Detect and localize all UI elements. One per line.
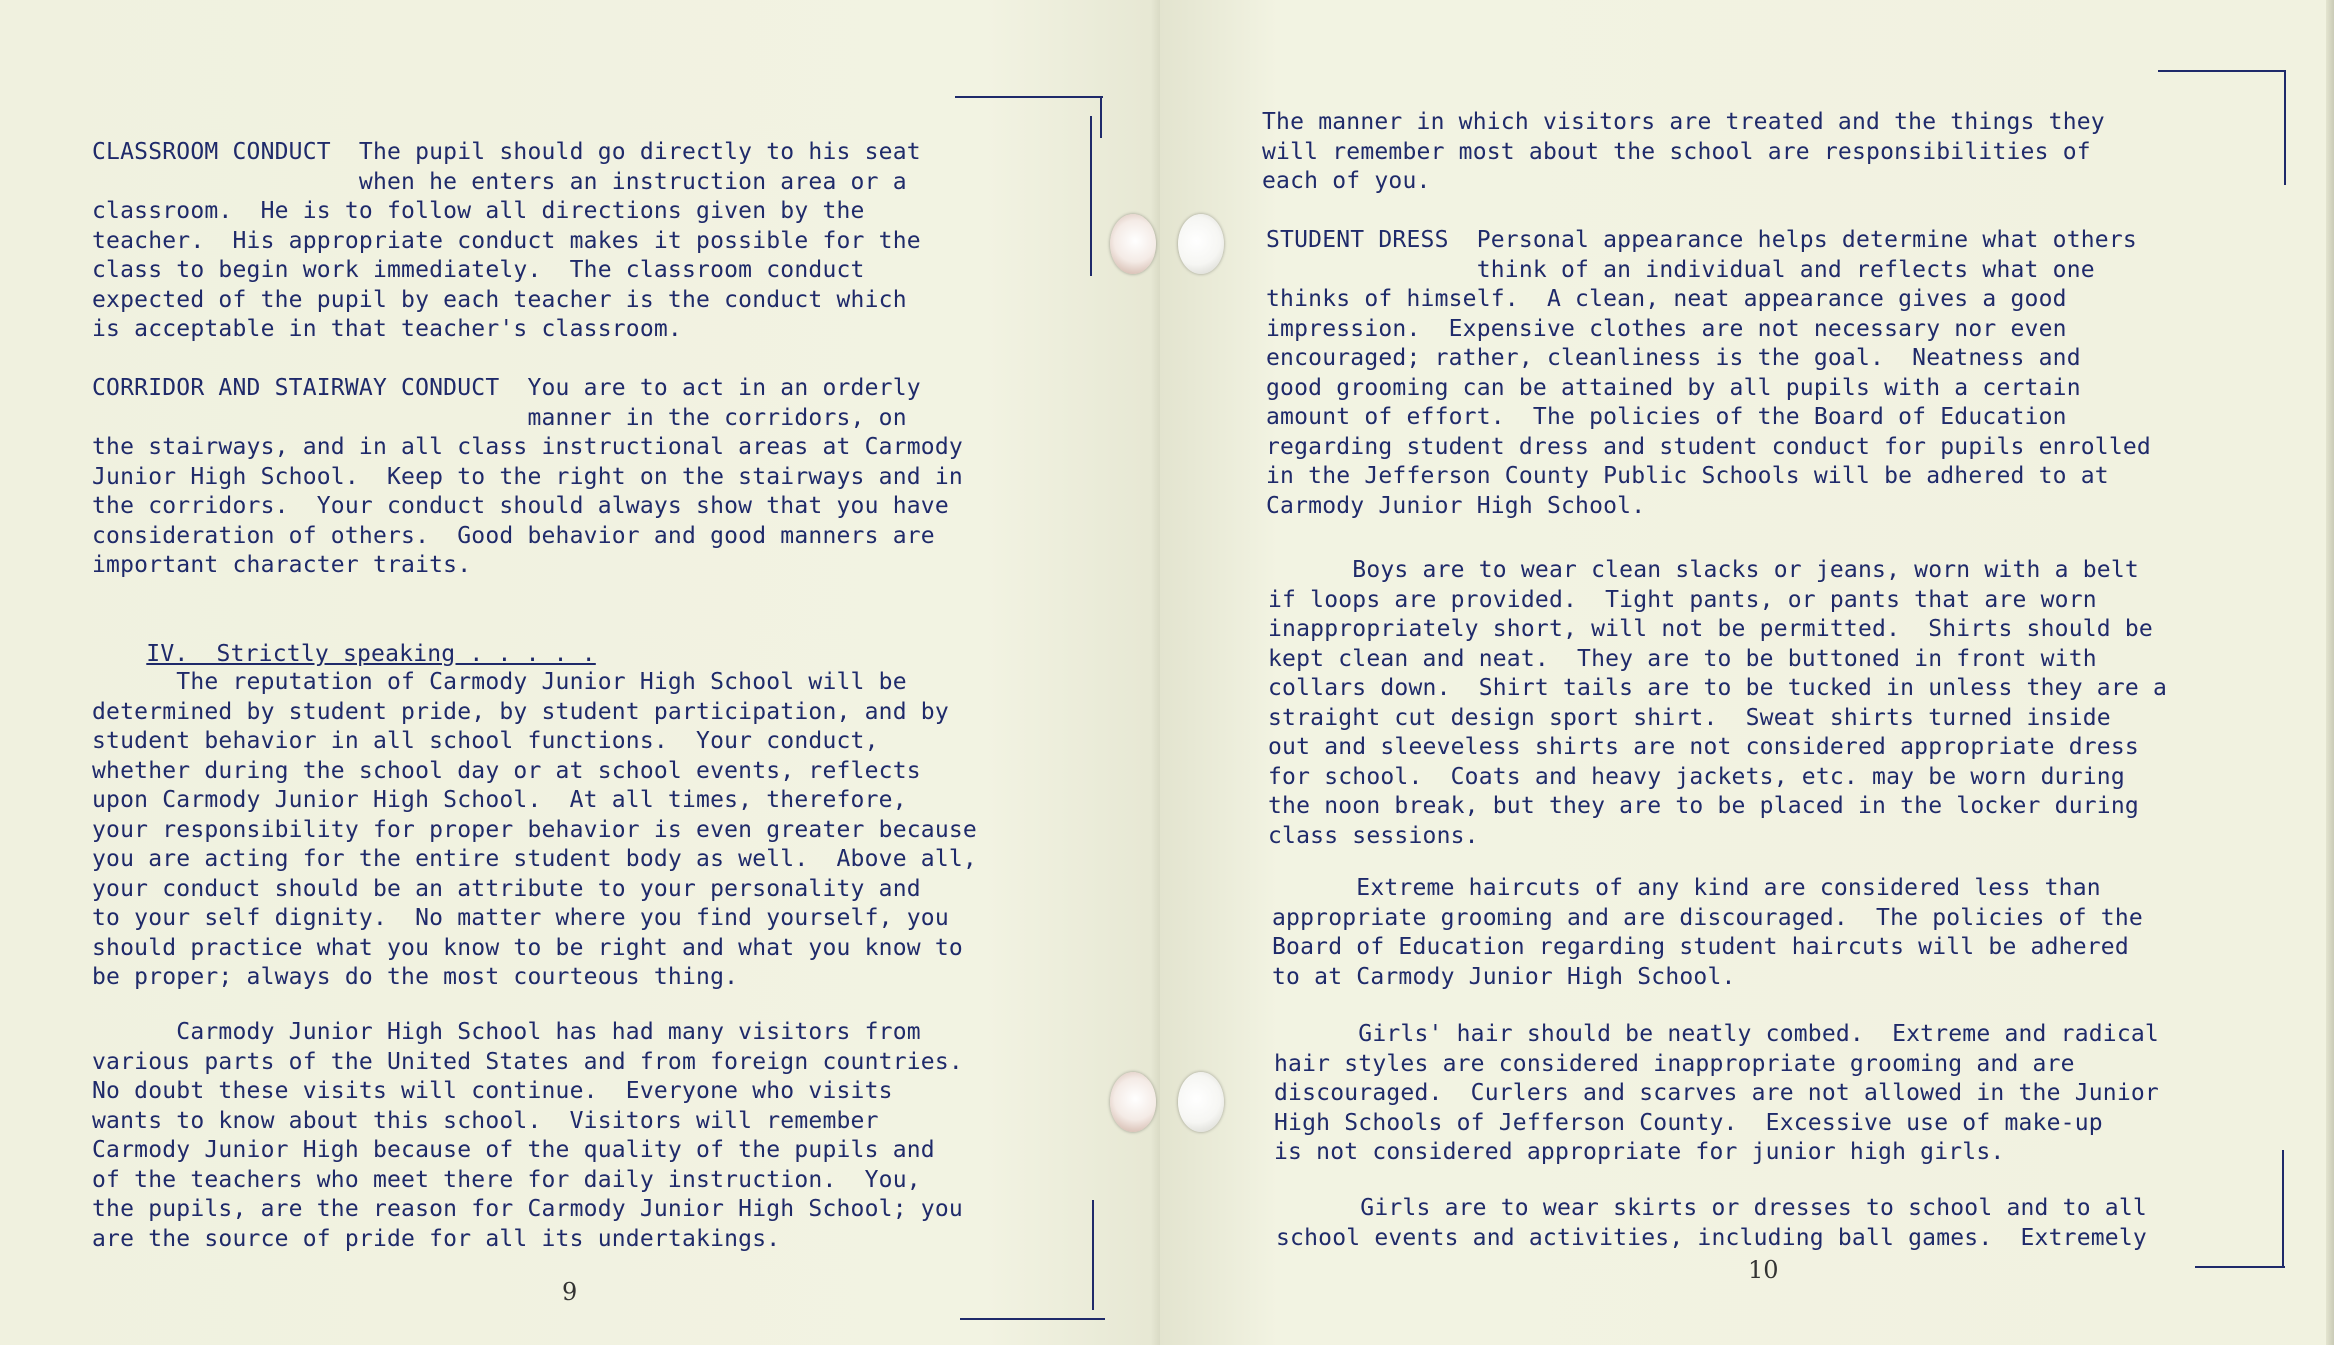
text-line: manner in the corridors, on: [92, 404, 907, 431]
text-line: encouraged; rather, cleanliness is the goal. Neatness and: [1266, 345, 2081, 371]
text-line: CORRIDOR AND STAIRWAY CONDUCT You are to act in an orderly: [92, 375, 921, 401]
right-corner-mark-top-vertical: [2284, 70, 2286, 185]
binder-hole-left-bottom: [1110, 1072, 1156, 1132]
text-line: to your self dignity. No matter where you find yourself, you: [92, 905, 949, 931]
text-line: school events and activities, including ball games. Extremely: [1276, 1224, 2147, 1251]
text-line: regarding student dress and student conduct for pupils enrolled: [1266, 433, 2151, 460]
text-line: will remember most about the school are responsibilities of: [1262, 138, 2091, 165]
text-line: Carmody Junior High School has had many visitors from: [92, 1019, 921, 1045]
text-line: the stairways, and in all class instructional areas at Carmody: [92, 434, 963, 460]
right-corner-mark-top: [2158, 70, 2286, 72]
text-line: you are acting for the entire student body as well. Above all,: [92, 846, 977, 872]
text-line: STUDENT DRESS Personal appearance helps determine what others: [1266, 227, 2137, 253]
corner-mark-bottom: [1092, 1200, 1094, 1310]
text-line: be proper; always do the most courteous thing.: [92, 964, 739, 990]
text-line: for school. Coats and heavy jackets, etc. may be worn during: [1268, 763, 2125, 790]
right-corner-mark-bottom: [2282, 1150, 2284, 1268]
text-line: when he enters an instruction area or a: [92, 168, 907, 195]
text-line: wants to know about this school. Visitors will remember: [92, 1107, 879, 1134]
text-line: determined by student pride, by student participation, and by: [92, 698, 949, 725]
text-line: expected of the pupil by each teacher is the conduct which: [92, 286, 907, 313]
text-line: good grooming can be attained by all pupils with a certain: [1266, 374, 2081, 401]
text-line: Board of Education regarding student haircuts will be adhered: [1272, 934, 2129, 960]
boys-paragraph: [1268, 556, 2167, 851]
text-line: is not considered appropriate for junior high girls.: [1274, 1139, 2005, 1165]
text-line: each of you.: [1262, 168, 1431, 194]
text-line: consideration of others. Good behavior and good manners are: [92, 522, 935, 549]
girls-dress-paragraph: [1276, 1194, 2147, 1253]
text-line: The reputation of Carmody Junior High School will be: [92, 669, 907, 695]
text-line: Boys are to wear clean slacks or jeans, worn with a belt: [1268, 557, 2139, 583]
right-corner-mark-bottom-horizontal: [2195, 1266, 2285, 1268]
left-conduct-block: [92, 138, 963, 581]
visitors-paragraph: [92, 1018, 963, 1254]
text-line: straight cut design sport shirt. Sweat shirts turned inside: [1268, 704, 2111, 731]
text-line: Carmody Junior High School.: [1266, 492, 1646, 519]
left-page: [0, 0, 1160, 1345]
text-line: class to begin work immediately. The classroom conduct: [92, 257, 865, 283]
text-line: [92, 345, 963, 375]
page-edge: [2326, 0, 2334, 1345]
text-line: the pupils, are the reason for Carmody Junior High School; you: [92, 1196, 963, 1222]
text-line: Junior High School. Keep to the right on the stairways and in: [92, 463, 963, 490]
text-line: whether during the school day or at school events, reflects: [92, 757, 921, 784]
binder-hole-right-bottom: [1178, 1072, 1224, 1132]
text-line: class sessions.: [1268, 822, 1479, 849]
visitors-intro: [1262, 108, 2105, 197]
reputation-paragraph: [92, 668, 977, 993]
haircuts-paragraph: [1272, 874, 2143, 992]
corner-mark-bottom-horizontal: [960, 1318, 1105, 1320]
corner-mark-top-vertical: [1100, 96, 1102, 138]
text-line: important character traits.: [92, 552, 472, 578]
text-line: in the Jefferson County Public Schools will be adhered to at: [1266, 463, 2109, 489]
text-line: think of an individual and reflects what one: [1266, 256, 2095, 283]
text-line: Carmody Junior High because of the quality of the pupils and: [92, 1137, 935, 1163]
text-line: Girls' hair should be neatly combed. Extreme and radical: [1274, 1021, 2159, 1047]
girls-hair-paragraph: [1274, 1020, 2159, 1168]
text-line: collars down. Shirt tails are to be tucked in unless they are a: [1268, 675, 2168, 701]
text-line: discouraged. Curlers and scarves are not allowed in the Junior: [1274, 1080, 2159, 1106]
text-line: impression. Expensive clothes are not necessary nor even: [1266, 315, 2067, 342]
corner-mark-top: [955, 96, 1103, 98]
corner-mark-top-inner: [1090, 116, 1092, 276]
text-line: thinks of himself. A clean, neat appearance gives a good: [1266, 286, 2067, 312]
text-line: The manner in which visitors are treated and the things they: [1262, 109, 2105, 135]
text-line: upon Carmody Junior High School. At all times, therefore,: [92, 787, 907, 813]
binder-hole-right-top: [1178, 214, 1224, 274]
binder-hole-left-top: [1110, 214, 1156, 274]
text-line: student behavior in all school functions. Your conduct,: [92, 728, 879, 754]
text-line: of the teachers who meet there for daily instruction. You,: [92, 1166, 921, 1193]
text-line: your conduct should be an attribute to your personality and: [92, 875, 921, 902]
text-line: appropriate grooming and are discouraged. The policies of the: [1272, 904, 2143, 931]
text-line: should practice what you know to be right and what you know to: [92, 934, 963, 961]
text-line: amount of effort. The policies of the Board of Education: [1266, 404, 2067, 430]
page-number-right: 10: [1748, 1256, 1779, 1284]
text-line: CLASSROOM CONDUCT The pupil should go directly to his seat: [92, 139, 921, 165]
text-line: if loops are provided. Tight pants, or pants that are worn: [1268, 586, 2097, 613]
text-line: are the source of pride for all its undertakings.: [92, 1225, 781, 1252]
text-line: hair styles are considered inappropriate grooming and are: [1274, 1050, 2075, 1077]
text-line: various parts of the United States and from foreign countries.: [92, 1048, 963, 1075]
text-line: is acceptable in that teacher's classroom.: [92, 316, 682, 342]
text-line: to at Carmody Junior High School.: [1272, 963, 1736, 990]
page-number-left: 9: [562, 1278, 578, 1306]
text-line: kept clean and neat. They are to be buttoned in front with: [1268, 645, 2097, 672]
text-line: the noon break, but they are to be placed in the locker during: [1268, 793, 2139, 819]
text-line: out and sleeveless shirts are not considered appropriate dress: [1268, 734, 2139, 760]
text-line: classroom. He is to follow all directions given by the: [92, 198, 865, 224]
text-line: No doubt these visits will continue. Everyone who visits: [92, 1078, 893, 1104]
text-line: the corridors. Your conduct should always show that you have: [92, 493, 949, 519]
text-line: Girls are to wear skirts or dresses to school and to all: [1276, 1195, 2147, 1221]
text-line: High Schools of Jefferson County. Excessive use of make-up: [1274, 1109, 2103, 1136]
text-line: inappropriately short, will not be permitted. Shirts should be: [1268, 616, 2153, 642]
text-line: teacher. His appropriate conduct makes it possible for the: [92, 227, 921, 254]
student-dress-section: [1266, 226, 2151, 521]
text-line: Extreme haircuts of any kind are considered less than: [1272, 875, 2101, 901]
section-heading-text: IV. Strictly speaking . . . . .: [146, 640, 596, 667]
text-line: your responsibility for proper behavior is even greater because: [92, 816, 977, 843]
